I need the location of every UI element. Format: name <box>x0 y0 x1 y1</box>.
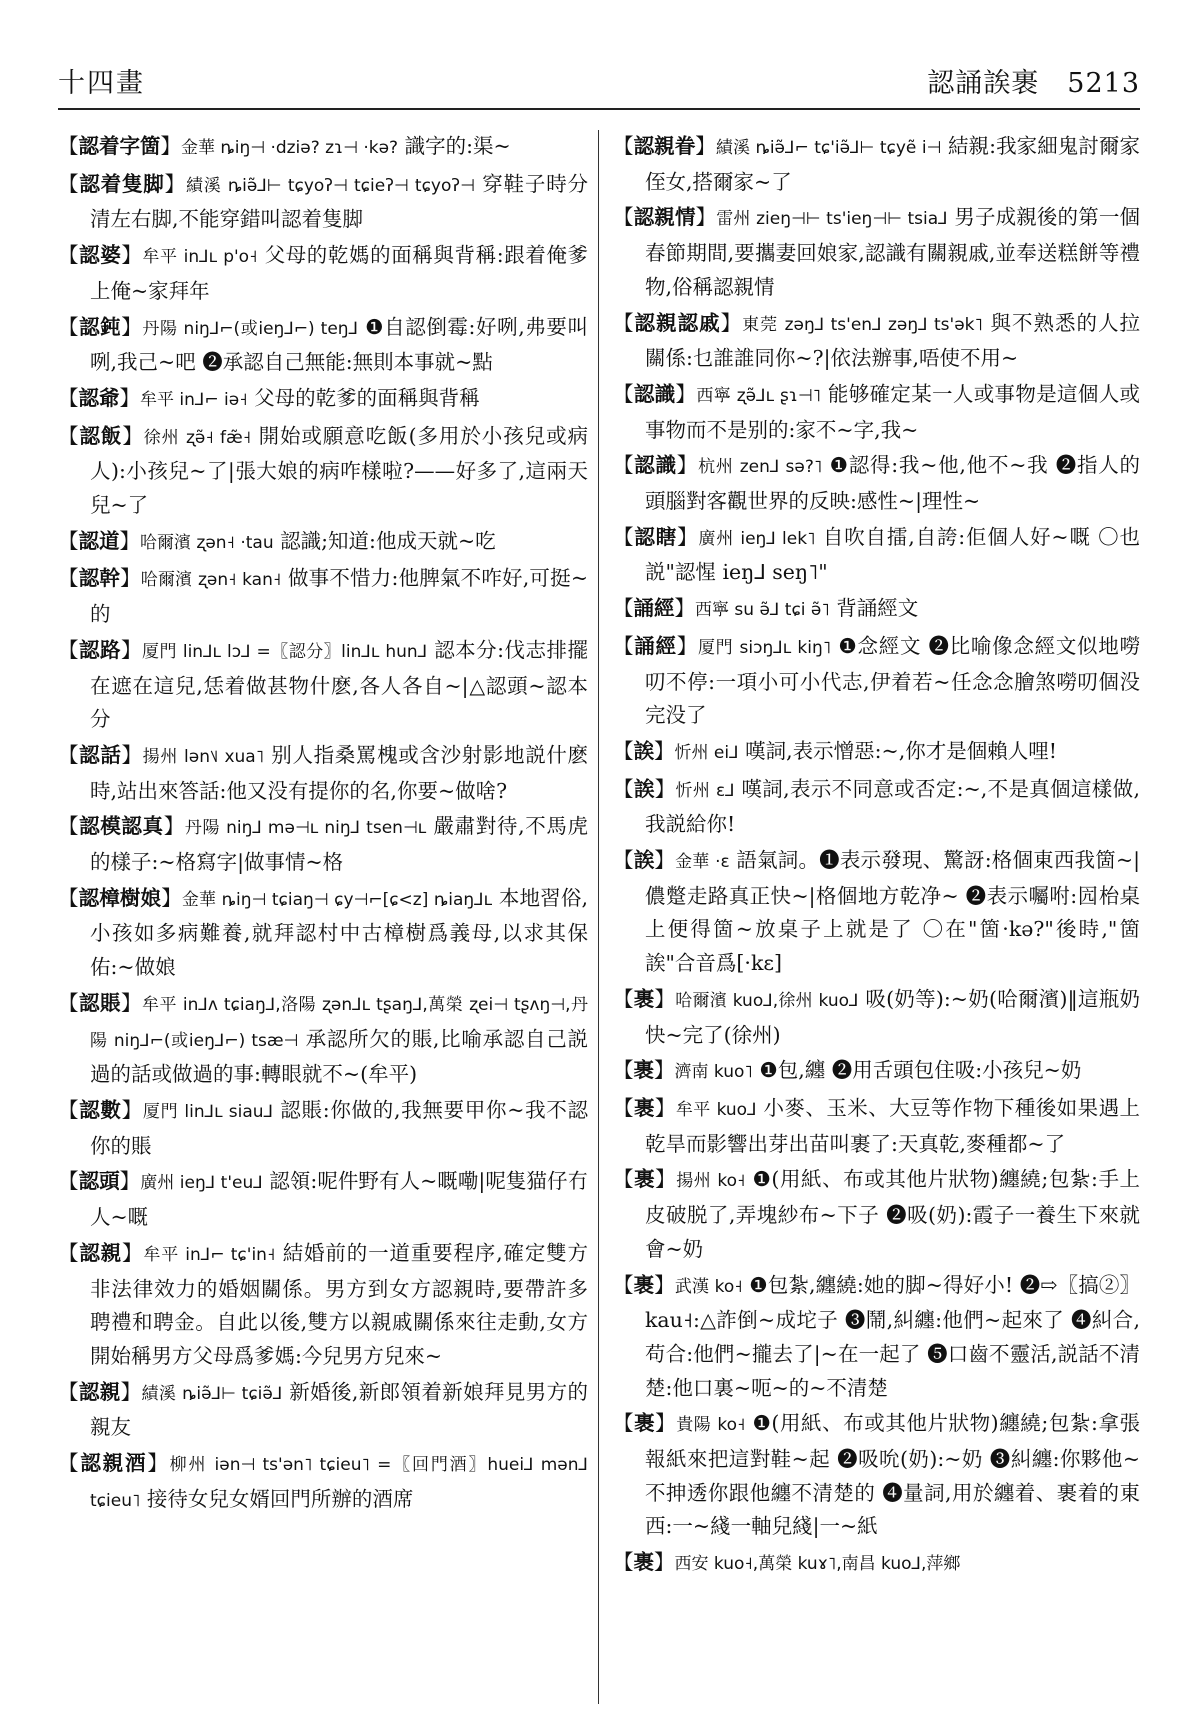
definition: 結親:我家細鬼討爾家侄女,搭爾家~了 <box>645 134 1140 194</box>
dialect-pronunciation: 揚州 ko˧ <box>676 1171 746 1192</box>
definition: 開始或願意吃飯(多用於小孩兒或病人):小孩兒~了|張大娘的病咋樣啦?——好多了,這兩天兒~了 <box>90 423 589 518</box>
headword: 認親 <box>78 1379 121 1404</box>
headword: 認道 <box>78 528 120 553</box>
dictionary-entry: 【認親眷】績溪 ȵiə̃⅃⌐ tɕ'iə̃⅃⊢ tɕyẽ i⊣ 結親:我家細鬼討爾家侄女,搭爾家~了 <box>613 134 1140 194</box>
dialect-pronunciation: 徐州 ʐə̃˧ fæ̃˧ <box>143 427 252 448</box>
definition: 語氣詞。❶表示發現、驚訝:格個東西我箇~|儂蹩走路真正快~|格個地方乾净~ ❷表示囑咐:囥枱桌上便得箇~放桌子上就是了 〇在"箇·kə?"後時,"箇誒"合音爲[·kɛ] <box>645 848 1140 976</box>
dialect-pronunciation: 丹陽 niŋ⅃ mə⊣ʟ niŋ⅃ tsen⊣ʟ <box>184 818 427 839</box>
header-title-chars: 認誦誒裹 <box>927 68 1040 99</box>
headword: 認親眷 <box>633 134 696 158</box>
headword: 誦經 <box>634 633 677 658</box>
headword: 裹 <box>634 1167 656 1192</box>
definition: 吸(奶等):~奶(哈爾濱)‖這瓶奶快~完了(徐州) <box>645 986 1140 1047</box>
dictionary-entry: 【裹】濟南 kuo˥ ❶包,纏 ❷用舌頭包住吸:小孩兒~奶 <box>613 1058 1082 1083</box>
definition: 别人指桑罵槐或含沙射影地説什麽時,站出來答話:他又没有提你的名,你要~做啥? <box>90 742 589 803</box>
right-column <box>599 130 1140 1704</box>
dialect-pronunciation: 厦門 lin⅃ʟ siau⅃ <box>142 1101 274 1122</box>
dialect-pronunciation: 雷州 zieŋ⊣⊢ ts'ieŋ⊣⊢ tsia⅃ <box>716 209 948 230</box>
left-column <box>58 130 599 1704</box>
dictionary-entry: 【誒】忻州 ei⅃ 嘆詞,表示憎惡:~,你才是個賴人哩! <box>613 738 1057 763</box>
headword: 認識 <box>634 453 677 478</box>
headword: 認親 <box>79 1240 123 1265</box>
dialect-pronunciation: 武漢 ko˧ <box>674 1276 743 1297</box>
definition: 認賬:你做的,我無要甲你~我不認你的賬 <box>90 1097 589 1158</box>
definition: 父母的乾爹的面稱與背稱 <box>254 385 480 410</box>
definition: 做事不惜力:他脾氣不咋好,可挺~的 <box>90 566 588 627</box>
running-head <box>927 61 1140 100</box>
dictionary-entry: 【裹】武漢 ko˧ ❶包紮,纏繞:她的脚~得好小! ❷⇨〖搞②〗kau˧:△詐倒~成坨子 ❸鬧,糾纏:他們~起來了 ❹糾合,苟合:他們~攏去了|~在一起了 ❺口齒不靈活,説話不清楚:他口裏~呃~的~不清楚 <box>613 1272 1140 1400</box>
definition: 嘆詞,表示不同意或否定:~,不是真個這樣做,我説給你! <box>645 776 1140 837</box>
dialect-pronunciation: 金華 ȵiŋ⊣ ·dziə? zɿ⊣ ·kə? <box>181 138 399 158</box>
dialect-pronunciation: 績溪 ȵiə̃⅃⊢ tɕyoʔ⊣ tɕieʔ⊣ tɕyoʔ⊣ <box>185 175 475 196</box>
headword: 認親情 <box>633 205 696 230</box>
definition: 嘆詞,表示憎惡:~,你才是個賴人哩! <box>745 738 1057 763</box>
dictionary-entry: 【認賬】牟平 in⅃ʌ tɕiaŋ⅃,洛陽 ʐən⅃ʟ tʂaŋ⅃,萬榮 ʐei⊣ tʂʌŋ⊣,丹陽 niŋ⅃⌐(或ieŋ⅃⌐) tsæ⊣ 承認所欠的賬,比喻承認自己説過的話或做過的事:轉眼就不~(牟平) <box>58 990 589 1087</box>
definition: 小麥、玉米、大豆等作物下種後如果遇上乾旱而影響出芽出苗叫裹了:天真乾,麥種都~了 <box>645 1095 1140 1156</box>
dictionary-entry: 【裹】哈爾濱 kuo⅃,徐州 kuo⅃ 吸(奶等):~奶(哈爾濱)‖這瓶奶快~完了(徐州) <box>613 986 1140 1047</box>
dialect-pronunciation: 揚州 lən˥˩ xua˥ <box>142 746 265 767</box>
dialect-pronunciation: 金華 ȵiŋ⊣ tɕiaŋ⊣ ɕy⊣⌐[ɕ<z] ȵiaŋ⅃ʟ <box>181 889 493 910</box>
dialect-pronunciation: 金華 ·ɛ <box>675 852 730 873</box>
section-label: 十四畫 <box>58 68 145 99</box>
headword: 誦經 <box>633 596 675 621</box>
definition: ❶(用紙、布或其他片狀物)纏繞;包紮:手上皮破脱了,弄塊紗布~下子 ❷吸(奶):霞子一養生下來就會~奶 <box>645 1167 1140 1261</box>
headword: 裹 <box>633 1095 655 1120</box>
dialect-pronunciation: 杭州 zen⅃ sə?˥ <box>698 457 823 478</box>
dictionary-entry: 【認婆】牟平 in⅃ʟ p'o˧ 父母的乾媽的面稱與背稱:跟着俺爹上俺~家拜年 <box>58 243 589 303</box>
headword: 誒 <box>633 776 655 801</box>
headword: 認瞎 <box>634 524 678 549</box>
dictionary-entry: 【認瞎】廣州 ieŋ⅃ lek˥ 自吹自擂,自誇:佢個人好~嘅 〇也説"認惺 ieŋ⅃ seŋ˥" <box>613 524 1140 585</box>
headword: 認樟樹娘 <box>78 885 162 910</box>
dialect-pronunciation: 厦門 siɔŋ⅃ʟ kiŋ˥ <box>697 637 832 658</box>
dictionary-entry: 【認路】厦門 lin⅃ʟ lɔ⅃ =〖認分〗lin⅃ʟ hun⅃ 認本分:伐志排擺在遮在這兒,恁着做甚物什麽,各人各自~|△認頭~認本分 <box>58 637 589 732</box>
headword: 裹 <box>633 986 655 1011</box>
dialect-pronunciation: 績溪 ȵiə̃⅃⊢ tɕiə̃⅃ <box>141 1383 283 1404</box>
dialect-pronunciation: 廣州 ieŋ⅃ lek˥ <box>698 528 816 549</box>
definition: ❶包,纏 ❷用舌頭包住吸:小孩兒~奶 <box>759 1058 1082 1083</box>
headword: 誒 <box>633 848 655 873</box>
dictionary-entry: 【認親情】雷州 zieŋ⊣⊢ ts'ieŋ⊣⊢ tsia⅃ 男子成親後的第一個春節期間,要攜妻回娘家,認識有關親戚,並奉送糕餅等禮物,俗稱認親情 <box>613 205 1140 299</box>
dictionary-entry: 【認親酒】柳州 iən⊣ ts'ən˥ tɕieu˥ =〖回門酒〗huei⅃ mən⅃ tɕieu˥ 接待女兒女婿回門所辦的酒席 <box>58 1451 589 1511</box>
definition: ❶包紮,纏繞:她的脚~得好小! ❷⇨〖搞②〗kau˧:△詐倒~成坨子 ❸鬧,糾纏:他們~起來了 ❹糾合,苟合:他們~攏去了|~在一起了 ❺口齒不靈活,説話不清楚:他口裏~呃~的~不清楚 <box>645 1272 1140 1400</box>
dictionary-entry: 【認爺】牟平 in⅃⌐ iə˧ 父母的乾爹的面稱與背稱 <box>58 385 480 410</box>
headword: 認婆 <box>79 243 122 268</box>
definition: 承認所欠的賬,比喻承認自己説過的話或做過的事:轉眼就不~(牟平) <box>90 1026 588 1087</box>
dialect-pronunciation: 牟平 in⅃ʌ tɕiaŋ⅃,洛陽 ʐən⅃ʟ tʂaŋ⅃,萬榮 ʐei⊣ tʂʌŋ⊣,丹陽 niŋ⅃⌐(或ieŋ⅃⌐) tsæ⊣ <box>90 994 589 1051</box>
headword: 認着字箇 <box>78 134 161 158</box>
definition: ❶自認倒霉:好咧,弗要叫咧,我己~吧 ❷承認自己無能:無則本事就~點 <box>90 314 588 375</box>
dictionary-entry: 【認着字箇】金華 ȵiŋ⊣ ·dziə? zɿ⊣ ·kə? 識字的:渠~ <box>58 134 511 158</box>
dictionary-entry: 【誦經】厦門 siɔŋ⅃ʟ kiŋ˥ ❶念經文 ❷比喻像念經文似地嘮叨不停:一項小可小代志,伊着若~任念念膾煞嘮叨個没完没了 <box>613 633 1140 728</box>
dialect-pronunciation: 廣州 ieŋ⅃ t'eu⅃ <box>140 1173 263 1194</box>
dialect-pronunciation: 忻州 ei⅃ <box>674 742 739 763</box>
dictionary-entry: 【誦經】西寧 su ə̃⅃ tɕi ə̃˥ 背誦經文 <box>613 596 919 621</box>
dialect-pronunciation: 柳州 iən⊣ ts'ən˥ tɕieu˥ =〖回門酒〗huei⅃ mən⅃ tɕieu˥ <box>90 1455 589 1511</box>
dialect-pronunciation: 忻州 ɛ⅃ <box>675 780 735 801</box>
definition: 穿鞋子時分清左右脚,不能穿錯叫認着隻脚 <box>90 171 589 232</box>
definition: 與不熟悉的人拉關係:乜誰誰同你~?|依法辦事,唔使不用~ <box>645 310 1140 371</box>
definition: ❶(用紙、布或其他片狀物)纏繞;包紮:拿張報紙來把這對鞋~起 ❷吸吮(奶):~奶 ❸糾纏:你夥他~不抻透你跟他纏不清楚的 ❹量詞,用於纏着、裹着的東西:一~綫一軸兒綫|一~紙 <box>645 1411 1140 1539</box>
headword: 認親認戚 <box>634 310 721 335</box>
definition: 背誦經文 <box>836 596 919 621</box>
headword: 裹 <box>634 1411 656 1436</box>
dictionary-entry: 【裹】揚州 ko˧ ❶(用紙、布或其他片狀物)纏繞;包紮:手上皮破脱了,弄塊紗布~下子 ❷吸(奶):霞子一養生下來就會~奶 <box>613 1167 1140 1261</box>
dictionary-entry: 【裹】貴陽 ko˧ ❶(用紙、布或其他片狀物)纏繞;包紮:拿張報紙來把這對鞋~起 ❷吸吮(奶):~奶 ❸糾纏:你夥他~不抻透你跟他纏不清楚的 ❹量詞,用於纏着、裹着的東西:一~綫一軸兒綫|一~紙 <box>613 1411 1140 1539</box>
dialect-pronunciation: 貴陽 ko˧ <box>676 1415 746 1436</box>
dialect-pronunciation: 西寧 su ə̃⅃ tɕi ə̃˥ <box>695 600 830 621</box>
dictionary-entry: 【認模認真】丹陽 niŋ⅃ mə⊣ʟ niŋ⅃ tsen⊣ʟ 嚴肅對待,不馬虎的樣子:~格寫字|做事情~格 <box>58 814 588 875</box>
definition: 父母的乾媽的面稱與背稱:跟着俺爹上俺~家拜年 <box>90 243 589 303</box>
definition: 男子成親後的第一個春節期間,要攜妻回娘家,認識有關親戚,並奉送糕餅等禮物,俗稱認親情 <box>645 205 1140 299</box>
headword: 認幹 <box>78 566 121 591</box>
dialect-pronunciation: 東莞 zəŋ⅃ ts'en⅃ zəŋ⅃ ts'ək˥ <box>742 314 983 335</box>
definition: 新婚後,新郎領着新娘拜見男方的親友 <box>90 1379 589 1440</box>
dictionary-entry: 【裹】西安 kuo˧,萬榮 kuɤ˥,南昌 kuo⅃,萍鄉 <box>613 1550 961 1575</box>
headword: 認數 <box>79 1097 122 1122</box>
dialect-pronunciation: 濟南 kuo˥ <box>674 1062 753 1083</box>
dialect-pronunciation: 西安 kuo˧,萬榮 kuɤ˥,南昌 kuo⅃,萍鄉 <box>674 1554 961 1575</box>
dialect-pronunciation: 牟平 in⅃⌐ iə˧ <box>140 389 248 410</box>
definition: 接待女兒女婿回門所辦的酒席 <box>146 1486 414 1511</box>
dictionary-entry: 【認樟樹娘】金華 ȵiŋ⊣ tɕiaŋ⊣ ɕy⊣⌐[ɕ<z] ȵiaŋ⅃ʟ 本地習俗,小孩如多病難養,就拜認村中古樟樹爲義母,以求其保佑:~做娘 <box>58 885 588 980</box>
dictionary-entry: 【認數】厦門 lin⅃ʟ siau⅃ 認賬:你做的,我無要甲你~我不認你的賬 <box>58 1097 589 1158</box>
headword: 認頭 <box>78 1169 120 1194</box>
dictionary-entry: 【認親】牟平 in⅃⌐ tɕ'in˧ 結婚前的一道重要程序,確定雙方非法律效力的婚姻關係。男方到女方認親時,要帶許多聘禮和聘金。自此以後,雙方以親戚關係來往走動,女方開始稱男方父母爲爹媽:今兒男方兒來~ <box>58 1240 589 1368</box>
dialect-pronunciation: 厦門 lin⅃ʟ lɔ⅃ =〖認分〗lin⅃ʟ hun⅃ <box>141 641 428 662</box>
definition: 本地習俗,小孩如多病難養,就拜認村中古樟樹爲義母,以求其保佑:~做娘 <box>90 885 588 980</box>
dictionary-entry: 【誒】忻州 ɛ⅃ 嘆詞,表示不同意或否定:~,不是真個這樣做,我説給你! <box>613 776 1140 837</box>
definition: 能够確定某一人或事物是這個人或事物而不是别的:家不~字,我~ <box>645 381 1140 442</box>
dialect-pronunciation: 丹陽 niŋ⅃⌐(或ieŋ⅃⌐) teŋ⅃ <box>142 318 359 339</box>
dialect-pronunciation: 牟平 in⅃ʟ p'o˧ <box>142 247 258 268</box>
definition: 自吹自擂,自誇:佢個人好~嘅 〇也説"認惺 ieŋ⅃ seŋ˥" <box>645 524 1140 585</box>
dictionary-entry: 【認道】哈爾濱 ʐən˧ ·tau 認識;知道:他成天就~吃 <box>58 528 496 553</box>
headword: 認飯 <box>79 423 123 448</box>
dialect-pronunciation: 哈爾濱 ʐən˧ kan˧ <box>140 570 282 591</box>
dictionary-entry: 【認話】揚州 lən˥˩ xua˥ 别人指桑罵槐或含沙射影地説什麽時,站出來答話:他又没有提你的名,你要~做啥? <box>58 742 589 803</box>
definition: 認本分:伐志排擺在遮在這兒,恁着做甚物什麽,各人各自~|△認頭~認本分 <box>90 637 589 732</box>
dictionary-entry: 【認親認戚】東莞 zəŋ⅃ ts'en⅃ zəŋ⅃ ts'ək˥ 與不熟悉的人拉關係:乜誰誰同你~?|依法辦事,唔使不用~ <box>613 310 1140 371</box>
dictionary-entry: 【認幹】哈爾濱 ʐən˧ kan˧ 做事不惜力:他脾氣不咋好,可挺~的 <box>58 566 588 627</box>
definition: ❶念經文 ❷比喻像念經文似地嘮叨不停:一項小可小代志,伊着若~任念念膾煞嘮叨個没完没了 <box>645 633 1140 728</box>
headword: 誒 <box>633 738 654 763</box>
dialect-pronunciation: 牟平 kuo⅃ <box>675 1099 757 1120</box>
definition: 識字的:渠~ <box>404 134 511 158</box>
dictionary-entry: 【裹】牟平 kuo⅃ 小麥、玉米、大豆等作物下種後如果遇上乾旱而影響出芽出苗叫裹了:天真乾,麥種都~了 <box>613 1095 1140 1156</box>
dictionary-entry: 【認着隻脚】績溪 ȵiə̃⅃⊢ tɕyoʔ⊣ tɕieʔ⊣ tɕyoʔ⊣ 穿鞋子時分清左右脚,不能穿錯叫認着隻脚 <box>58 171 589 232</box>
headword: 認鈍 <box>79 314 122 339</box>
definition: 結婚前的一道重要程序,確定雙方非法律效力的婚姻關係。男方到女方認親時,要帶許多聘禮和聘金。自此以後,雙方以親戚關係來往走動,女方開始稱男方父母爲爹媽:今兒男方兒來~ <box>90 1240 589 1368</box>
dialect-pronunciation: 績溪 ȵiə̃⅃⌐ tɕ'iə̃⅃⊢ tɕyẽ i⊣ <box>715 138 942 158</box>
headword: 裹 <box>633 1058 654 1083</box>
dictionary-entry: 【認飯】徐州 ʐə̃˧ fæ̃˧ 開始或願意吃飯(多用於小孩兒或病人):小孩兒~了|張大娘的病咋樣啦?——好多了,這兩天兒~了 <box>58 423 589 518</box>
headword: 裹 <box>633 1272 655 1297</box>
dictionary-entry: 【認親】績溪 ȵiə̃⅃⊢ tɕiə̃⅃ 新婚後,新郎領着新娘拜見男方的親友 <box>58 1379 589 1440</box>
dictionary-entry: 【認識】西寧 ʐə̃⅃ʟ ʂɿ⊣˥ 能够確定某一人或事物是這個人或事物而不是别的:家不~字,我~ <box>613 381 1140 442</box>
definition: ❶認得:我~他,他不~我 ❷指人的頭腦對客觀世界的反映:感性~|理性~ <box>645 453 1140 514</box>
dialect-pronunciation: 哈爾濱 ʐən˧ ·tau <box>140 532 274 553</box>
headword: 認模認真 <box>79 814 164 839</box>
dictionary-entry: 【認識】杭州 zen⅃ sə?˥ ❶認得:我~他,他不~我 ❷指人的頭腦對客觀世界的反映:感性~|理性~ <box>613 453 1140 514</box>
dialect-pronunciation: 哈爾濱 kuo⅃,徐州 kuo⅃ <box>675 990 859 1011</box>
dialect-pronunciation: 西寧 ʐə̃⅃ʟ ʂɿ⊣˥ <box>696 385 822 406</box>
definition: 嚴肅對待,不馬虎的樣子:~格寫字|做事情~格 <box>90 814 588 875</box>
page-number: 5213 <box>1067 68 1140 99</box>
dictionary-entry: 【認頭】廣州 ieŋ⅃ t'eu⅃ 認領:呢件野有人~嘅嘞|呢隻猫仔冇人~嘅 <box>58 1169 589 1230</box>
headword: 認賬 <box>79 990 121 1015</box>
definition: 認識;知道:他成天就~吃 <box>280 528 496 553</box>
dictionary-entry: 【認鈍】丹陽 niŋ⅃⌐(或ieŋ⅃⌐) teŋ⅃ ❶自認倒霉:好咧,弗要叫咧,我己~吧 ❷承認自己無能:無則本事就~點 <box>58 314 588 375</box>
headword: 認路 <box>79 637 121 662</box>
definition: 認領:呢件野有人~嘅嘞|呢隻猫仔冇人~嘅 <box>90 1169 589 1230</box>
dialect-pronunciation: 牟平 in⅃⌐ tɕ'in˧ <box>143 1244 276 1265</box>
headword: 認着隻脚 <box>79 171 165 196</box>
page-header <box>58 60 1140 110</box>
headword: 認親酒 <box>80 1451 148 1476</box>
dictionary-entry: 【誒】金華 ·ɛ 語氣詞。❶表示發現、驚訝:格個東西我箇~|儂蹩走路真正快~|格個地方乾净~ ❷表示囑咐:囥枱桌上便得箇~放桌子上就是了 〇在"箇·kə?"後時,"箇誒"合音爲[·kɛ] <box>613 848 1140 976</box>
headword: 認爺 <box>78 385 120 410</box>
headword: 裹 <box>633 1550 654 1575</box>
headword: 認話 <box>79 742 122 767</box>
headword: 認識 <box>633 381 676 406</box>
entry-columns <box>58 130 1140 1704</box>
